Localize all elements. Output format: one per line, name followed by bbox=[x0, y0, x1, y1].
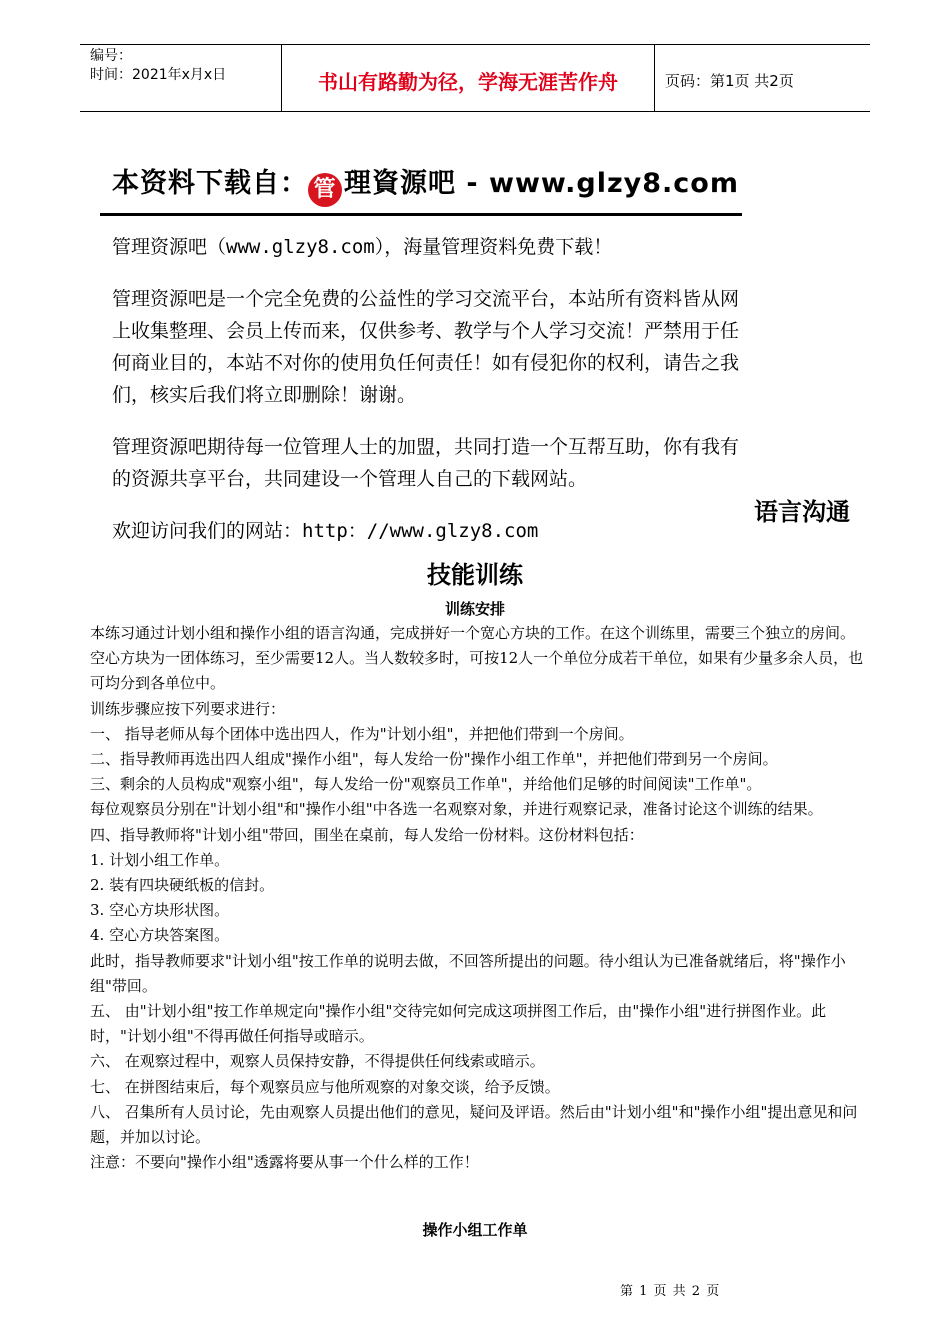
banner-text bbox=[112, 231, 752, 567]
header-motto: 书山有路勤为径，学海无涯苦作舟 bbox=[318, 70, 618, 94]
list-item: 3. 空心方块形状图。 bbox=[90, 901, 230, 920]
header-divider bbox=[654, 44, 655, 111]
paragraph: 每位观察员分别在"计划小组"和"操作小组"中各选一名观察对象，并进行观察记录，准备讨论这个训练的结果。 bbox=[90, 800, 823, 819]
header-page-info: 页码：第1页 共2页 bbox=[665, 72, 794, 90]
section-title: 语言沟通 bbox=[754, 498, 850, 526]
document-time: 时间：2021年x月x日 bbox=[90, 67, 227, 83]
paragraph: 七、 在拼图结束后，每个观察员应与他所观察的对象交谈，给予反馈。 bbox=[90, 1077, 560, 1096]
paragraph: 三、剩余的人员构成"观察小组"，每人发给一份"观察员工作单"，并给他们足够的时间阅读"工作单"。 bbox=[90, 775, 762, 794]
list-item: 4. 空心方块答案图。 bbox=[90, 926, 230, 945]
banner-line: 管理资源吧期待每一位管理人士的加盟，共同打造一个互帮互助，你有我有的资源共享平台，共同建设一个管理人自己的下载网站。 bbox=[112, 436, 740, 490]
logo-icon: 管 bbox=[308, 173, 342, 207]
header-meta bbox=[90, 47, 226, 85]
page-footer: 第 1 页 共 2 页 bbox=[620, 1284, 721, 1299]
banner-title-prefix: 本资料下载自： bbox=[112, 168, 308, 199]
banner-line: 管理资源吧（www.glzy8.com），海量管理资料免费下载！ bbox=[112, 236, 613, 258]
paragraph: 此时，指导教师要求"计划小组"按工作单的说明去做，不回答所提出的问题。待小组认为已准备就绪后，将"操作小组"带回。 bbox=[90, 951, 846, 995]
paragraph: 八、 召集所有人员讨论，先由观察人员提出他们的意见，疑问及评语。然后由"计划小组"和"操作小组"提出意见和问题，并加以讨论。 bbox=[90, 1102, 858, 1147]
paragraph: 一、 指导老师从每个团体中选出四人，作为"计划小组"，并把他们带到一个房间。 bbox=[90, 724, 634, 743]
paragraph: 二、指导教师再选出四人组成"操作小组"，每人发给一份"操作小组工作单"，并把他们带到另一个房间。 bbox=[90, 750, 778, 769]
banner-title bbox=[112, 161, 739, 207]
document-number: 编号： bbox=[90, 48, 132, 64]
paragraph: 四、指导教师将"计划小组"带回，围坐在桌前，每人发给一份材料。这份材料包括： bbox=[90, 825, 644, 844]
paragraph: 训练步骤应按下列要求进行： bbox=[90, 699, 286, 718]
sub-title: 训练安排 bbox=[444, 600, 505, 618]
main-title: 技能训练 bbox=[427, 561, 523, 589]
paragraph: 空心方块为一团体练习，至少需要12人。当人数较多时，可按12人一个单位分成若干单位，如果有少量多余人员，也可均分到各单位中。 bbox=[90, 649, 864, 693]
banner-title-suffix: 理資源吧 - www.glzy8.com bbox=[344, 168, 739, 199]
list-item: 2. 装有四块硬纸板的信封。 bbox=[90, 876, 275, 895]
banner-line: 欢迎访问我们的网站：http：//www.glzy8.com bbox=[112, 520, 539, 542]
paragraph: 本练习通过计划小组和操作小组的语言沟通，完成拼好一个宽心方块的工作。在这个训练里，需要三个独立的房间。 bbox=[90, 624, 856, 642]
worksheet-title: 操作小组工作单 bbox=[422, 1221, 528, 1239]
banner-rule bbox=[100, 213, 742, 216]
header-top-rule bbox=[80, 44, 870, 45]
list-item: 1. 计划小组工作单。 bbox=[90, 850, 230, 869]
body-text bbox=[90, 621, 865, 1175]
paragraph: 五、 由"计划小组"按工作单规定向"操作小组"交待完如何完成这项拼图工作后，由"操作小组"进行拼图作业。此时，"计划小组"不得再做任何指导或暗示。 bbox=[90, 1002, 827, 1046]
banner-line: 管理资源吧是一个完全免费的公益性的学习交流平台，本站所有资料皆从网上收集整理、会员上传而来，仅供参考、教学与个人学习交流！严禁用于任何商业目的，本站不对你的使用负任何责任！如有侵犯你的权利，请告之我们，核实后我们将立即删除！谢谢。 bbox=[112, 288, 740, 406]
paragraph: 六、 在观察过程中，观察人员保持安静，不得提供任何线索或暗示。 bbox=[90, 1052, 545, 1071]
header-bottom-rule bbox=[80, 111, 870, 112]
note-paragraph: 注意：不要向"操作小组"透露将要从事一个什么样的工作！ bbox=[90, 1153, 479, 1172]
